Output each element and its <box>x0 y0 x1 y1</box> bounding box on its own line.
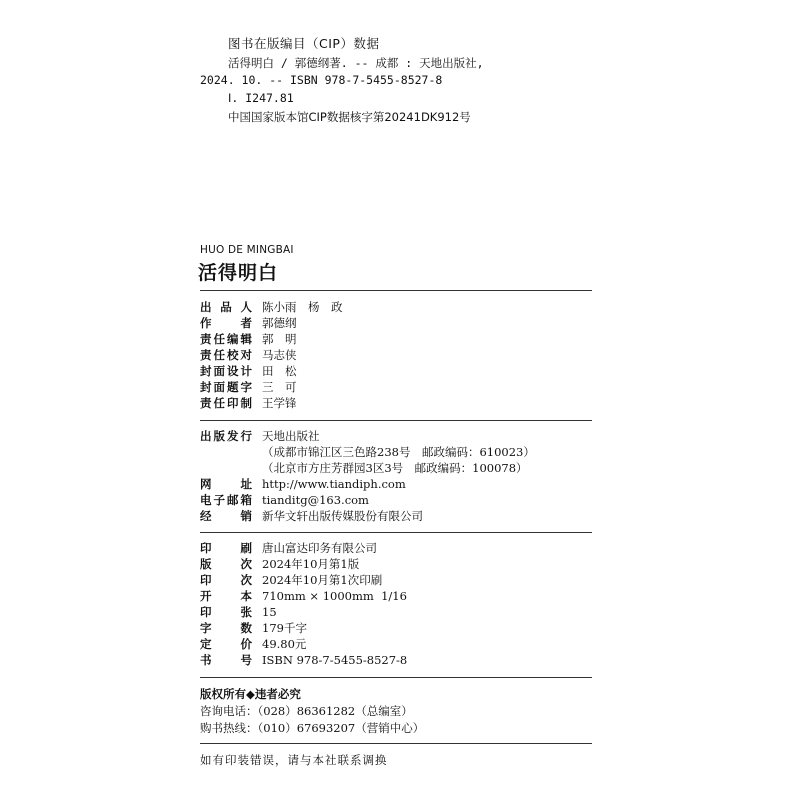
printing-label: 字数 <box>200 621 252 635</box>
divider <box>200 532 592 533</box>
printing-list <box>200 540 407 668</box>
email-label: 电子邮箱 <box>200 493 252 507</box>
cip-line-3: Ⅰ. I247.81 <box>228 91 294 105</box>
credit-value: 郭德纲 <box>262 316 297 330</box>
publisher-list <box>200 428 535 524</box>
printing-value: 2024年10月第1次印刷 <box>262 573 383 587</box>
printing-value: 49.80元 <box>262 637 307 651</box>
website-link[interactable]: http://www.tiandiph.com <box>262 477 406 491</box>
purchase-phone: 购书热线：（010）67693207（营销中心） <box>200 721 425 735</box>
rights-statement: 版权所有◆违者必究 <box>200 687 301 701</box>
printing-label: 印张 <box>200 605 252 619</box>
printing-row <box>200 556 407 572</box>
printing-value: 2024年10月第1版 <box>262 557 360 571</box>
credit-label: 封面题字 <box>200 380 252 394</box>
credit-row <box>200 347 343 363</box>
credit-label: 责任校对 <box>200 348 252 362</box>
credit-value: 郭 明 <box>262 332 297 346</box>
credits-list <box>200 299 343 411</box>
cip-line-2: 2024. 10. -- ISBN 978-7-5455-8527-8 <box>200 73 443 87</box>
publisher-address-2: （北京市方庄芳群园3区3号 邮政编码：100078） <box>262 461 528 475</box>
credit-value: 王学锋 <box>262 396 297 410</box>
credit-row <box>200 299 343 315</box>
printing-row <box>200 572 407 588</box>
publisher-row <box>200 428 535 444</box>
printing-label: 定价 <box>200 637 252 651</box>
cip-line-1: 活得明白 / 郭德纲著. -- 成都 : 天地出版社, <box>228 56 484 70</box>
cip-line-4: 中国国家版本馆CIP数据核字第20241DK912号 <box>228 110 471 124</box>
printing-value: 15 <box>262 605 277 619</box>
print-error-notice: 如有印装错误，请与本社联系调换 <box>200 753 388 767</box>
distributor-label: 经销 <box>200 509 252 523</box>
credit-value: 田 松 <box>262 364 297 378</box>
credit-row <box>200 379 343 395</box>
cip-title: 图书在版编目（CIP）数据 <box>228 36 380 51</box>
credit-label: 出品人 <box>200 300 252 314</box>
credit-row <box>200 331 343 347</box>
website-label: 网址 <box>200 477 252 491</box>
credit-label: 封面设计 <box>200 364 252 378</box>
publisher-address-1: （成都市锦江区三色路238号 邮政编码：610023） <box>262 445 535 459</box>
email-row <box>200 492 535 508</box>
credit-value: 三 可 <box>262 380 297 394</box>
printing-label: 书号 <box>200 653 252 667</box>
divider <box>200 420 592 421</box>
publisher-name: 天地出版社 <box>262 429 320 443</box>
address-row <box>200 460 535 476</box>
distributor-name: 新华文轩出版传媒股份有限公司 <box>262 509 423 523</box>
printing-value: ISBN 978-7-5455-8527-8 <box>262 653 408 667</box>
consult-phone: 咨询电话：（028）86361282（总编室） <box>200 704 413 718</box>
printing-row <box>200 636 407 652</box>
printing-row <box>200 540 407 556</box>
printing-label: 版次 <box>200 557 252 571</box>
credit-value: 陈小雨 杨 政 <box>262 300 343 314</box>
printing-row <box>200 620 407 636</box>
credit-value: 马志侠 <box>262 348 297 362</box>
credit-row <box>200 363 343 379</box>
book-title: 活得明白 <box>198 262 279 284</box>
divider <box>200 677 592 678</box>
printing-value: 179千字 <box>262 621 307 635</box>
printing-row <box>200 604 407 620</box>
address-row <box>200 444 535 460</box>
credit-row <box>200 395 343 411</box>
printing-label: 开本 <box>200 589 252 603</box>
credit-row <box>200 315 343 331</box>
divider <box>200 290 592 291</box>
website-row <box>200 476 535 492</box>
printing-row <box>200 588 407 604</box>
printing-row <box>200 652 407 668</box>
credit-label: 作者 <box>200 316 252 330</box>
printing-label: 印次 <box>200 573 252 587</box>
printing-value: 710mm × 1000mm 1/16 <box>262 589 407 603</box>
printing-value: 唐山富达印务有限公司 <box>262 541 377 555</box>
distributor-row <box>200 508 535 524</box>
publisher-label: 出版发行 <box>200 429 252 443</box>
credit-label: 责任编辑 <box>200 332 252 346</box>
book-title-pinyin: HUO DE MINGBAI <box>200 244 294 256</box>
email-link[interactable]: tianditg@163.com <box>262 493 369 507</box>
printing-label: 印刷 <box>200 541 252 555</box>
divider <box>200 743 592 744</box>
credit-label: 责任印制 <box>200 396 252 410</box>
